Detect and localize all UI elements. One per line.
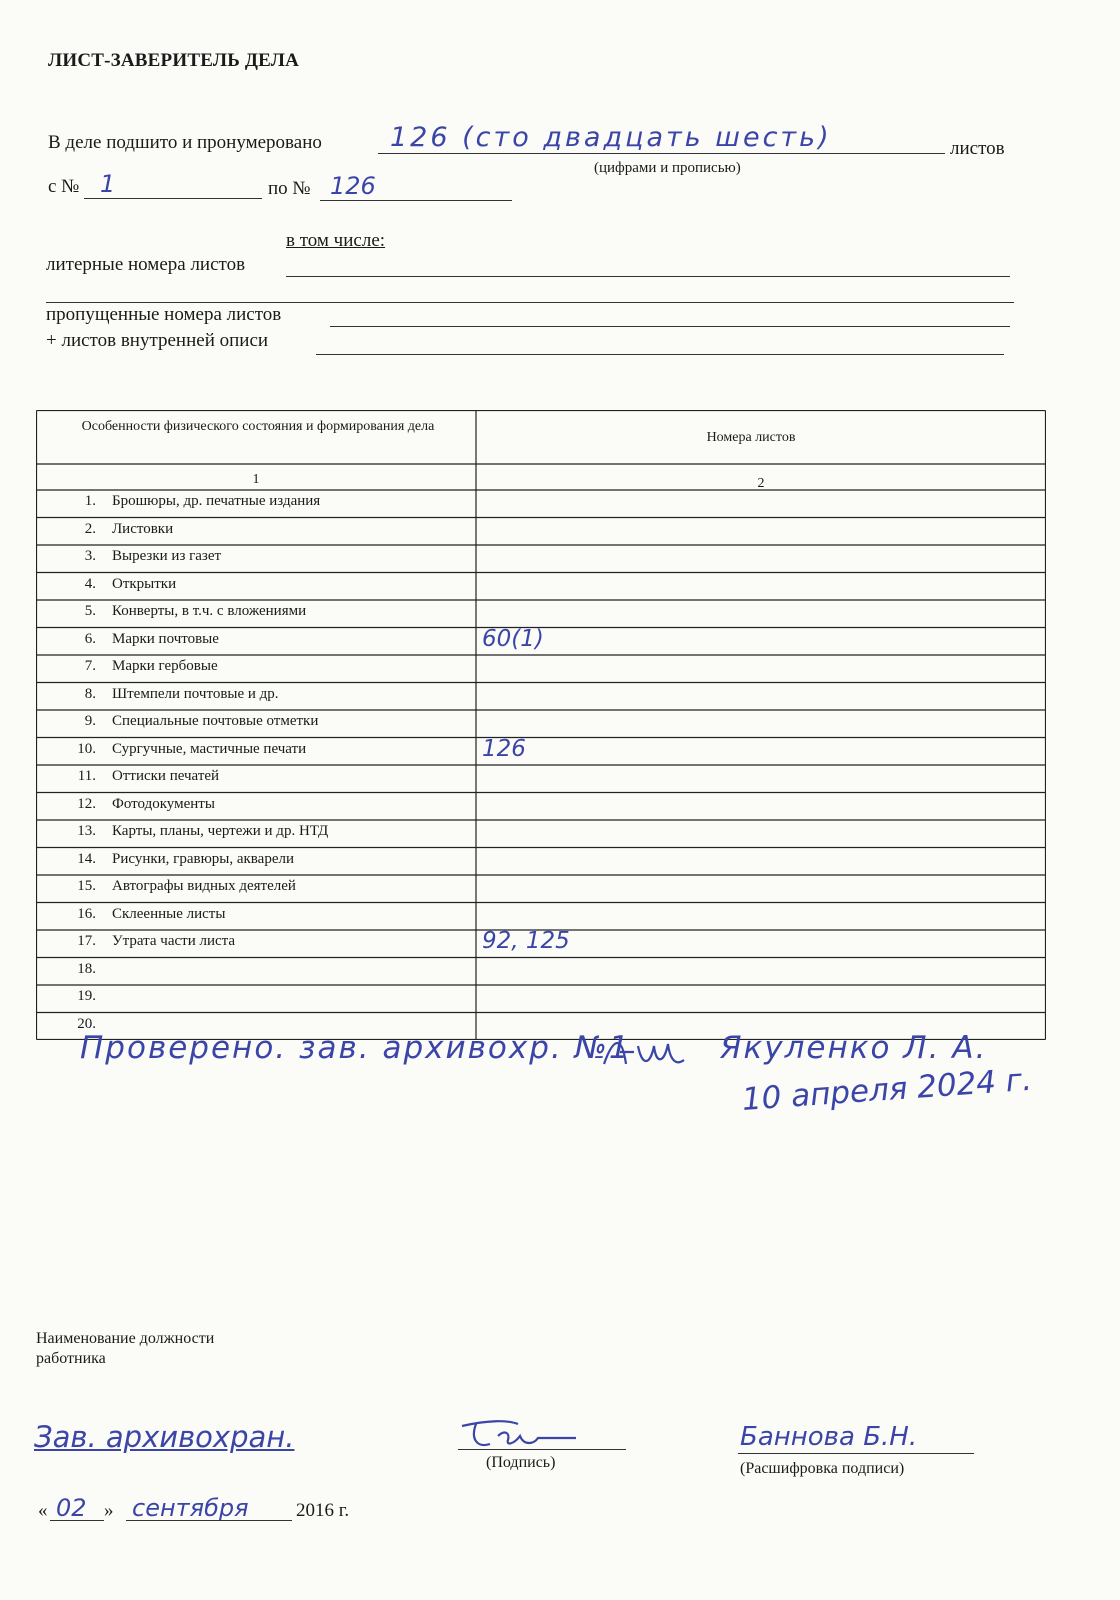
col2-index: 2 — [757, 476, 765, 491]
row-number: 3. — [84, 548, 96, 564]
col2-header: Номера листов — [706, 430, 796, 445]
date-day-underline — [50, 1520, 104, 1521]
col1-index: 1 — [252, 472, 260, 487]
row-number: 13. — [77, 823, 96, 839]
row-sheet-numbers: 92, 125 — [482, 928, 570, 954]
inventory-label: + листов внутренней описи — [46, 330, 269, 351]
date-month-underline — [126, 1520, 292, 1521]
row-sheet-numbers: 60(1) — [482, 625, 544, 652]
row-label: Фотодокументы — [112, 795, 215, 812]
row-label: Рисунки, гравюры, акварели — [112, 850, 295, 867]
row-number: 12. — [77, 795, 96, 812]
from-label: с № — [48, 176, 80, 197]
sheets-hint: (цифрами и прописью) — [594, 160, 741, 176]
missing-label: пропущенные номера листов — [46, 304, 282, 325]
row-label: Специальные почтовые отметки — [112, 713, 319, 729]
decode-label: (Расшифровка подписи) — [740, 1460, 905, 1477]
row-number: 6. — [84, 630, 96, 647]
inventory-underline — [316, 354, 1004, 355]
decode-underline — [738, 1453, 974, 1454]
literal-label: литерные номера листов — [46, 254, 246, 275]
row-number: 8. — [84, 685, 96, 702]
row-number: 2. — [84, 520, 96, 537]
date-year: 2016 г. — [296, 1500, 350, 1521]
position-label-line2: работника — [36, 1350, 106, 1367]
to-label: по № — [268, 178, 311, 199]
signature-label: (Подпись) — [486, 1454, 556, 1471]
row-sheet-numbers: 126 — [482, 735, 526, 762]
date-month: сентября — [132, 1494, 249, 1522]
row-label: Штемпели почтовые и др. — [112, 685, 279, 702]
verification-note: Проверено. зав. архивохр. №1 — [80, 1030, 631, 1066]
row-number: 20. — [77, 1015, 96, 1032]
sheets-count-label: В деле подшито и пронумеровано — [48, 132, 322, 153]
from-value: 1 — [100, 170, 116, 198]
row-number: 10. — [77, 740, 96, 757]
sheets-count-underline — [378, 153, 945, 154]
row-label: Марки гербовые — [112, 658, 218, 674]
row-label: Склеенные листы — [112, 905, 226, 922]
row-label: Карты, планы, чертежи и др. НТД — [112, 823, 329, 839]
to-value: 126 — [330, 172, 376, 200]
row-label: Автографы видных деятелей — [112, 878, 296, 894]
row-number: 9. — [84, 713, 96, 729]
position-label-line1: Наименование должности — [36, 1330, 215, 1347]
row-number: 18. — [77, 960, 96, 977]
row-number: 4. — [84, 575, 96, 592]
row-label: Вырезки из газет — [112, 548, 222, 564]
row-number: 5. — [84, 603, 96, 619]
date-open-quote: « — [38, 1500, 48, 1521]
to-underline — [320, 200, 512, 201]
verification-date: 10 апреля 2024 г. — [740, 1061, 1034, 1118]
verification-signature — [600, 1030, 690, 1074]
row-label: Брошюры, др. печатные издания — [112, 493, 321, 509]
condition-table — [36, 410, 1046, 1040]
row-label: Утрата части листа — [112, 933, 236, 949]
sheets-count-value: 126 (сто двадцать шесть) — [390, 122, 832, 153]
row-number: 19. — [77, 988, 96, 1004]
decode-value: Баннова Б.Н. — [740, 1422, 918, 1452]
including-label: в том числе: — [286, 230, 386, 251]
literal-underline — [286, 276, 1010, 277]
date-day: 02 — [56, 1494, 87, 1522]
row-number: 15. — [77, 878, 96, 894]
row-label: Листовки — [112, 520, 174, 537]
page-title: ЛИСТ-ЗАВЕРИТЕЛЬ ДЕЛА — [48, 50, 300, 71]
row-label: Сургучные, мастичные печати — [112, 740, 307, 757]
row-label: Оттиски печатей — [112, 768, 220, 784]
row-number: 16. — [77, 905, 96, 922]
signature-mark — [458, 1416, 588, 1452]
row-number: 7. — [84, 658, 96, 674]
verification-name: Якуленко Л. А. — [720, 1030, 988, 1066]
row-label: Открытки — [112, 575, 177, 592]
position-value: Зав. архивохран. — [34, 1420, 295, 1454]
row-number: 11. — [77, 768, 96, 784]
sheets-suffix: листов — [950, 138, 1005, 159]
row-number: 14. — [77, 850, 96, 867]
row-number: 1. — [84, 493, 96, 509]
date-close-quote: » — [104, 1500, 114, 1521]
missing-underline — [330, 326, 1010, 327]
row-label: Марки почтовые — [112, 630, 219, 647]
from-underline — [84, 198, 262, 199]
row-label: Конверты, в т.ч. с вложениями — [112, 603, 307, 619]
literal-underline-2 — [46, 302, 1014, 303]
col1-header: Особенности физического состояния и формирования дела — [81, 419, 435, 434]
row-number: 17. — [77, 933, 96, 949]
